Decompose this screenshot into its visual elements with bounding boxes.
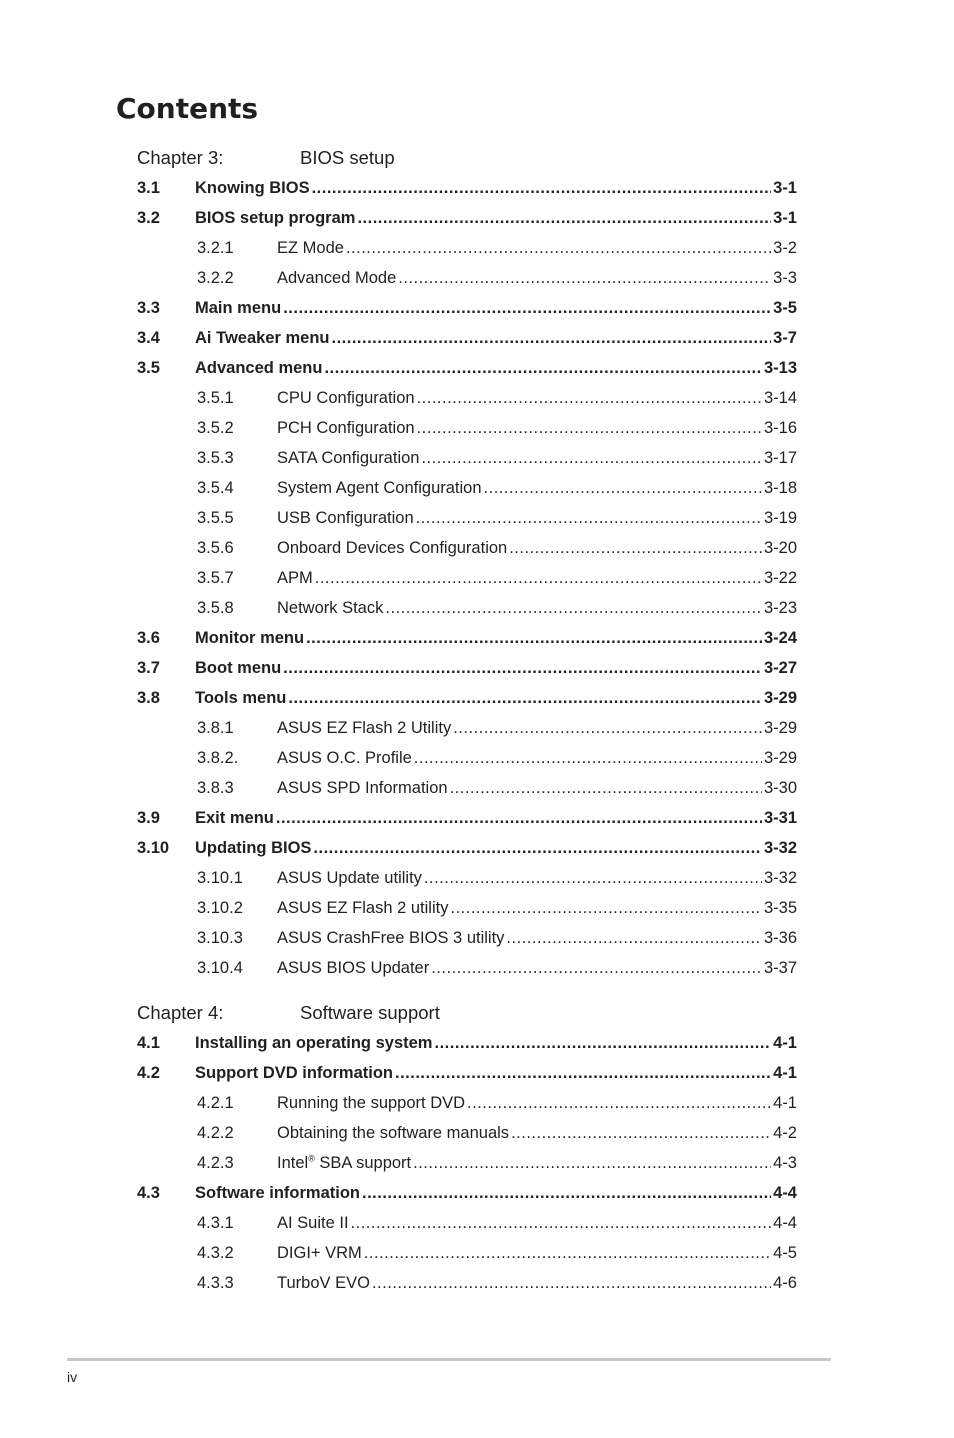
dot-leader — [324, 353, 762, 383]
entry-line — [277, 893, 797, 923]
section-number: 3.8.3 — [197, 779, 234, 797]
dot-leader — [276, 803, 762, 833]
section-title-wrap — [195, 1028, 432, 1058]
section-title: Exit menu — [195, 809, 274, 827]
section-title-wrap — [277, 773, 448, 803]
section-title: Onboard Devices Configuration — [277, 539, 508, 557]
dot-leader — [453, 713, 762, 743]
section-title-wrap — [277, 383, 415, 413]
dot-leader — [332, 323, 772, 353]
entry-line — [277, 593, 797, 623]
section-title: Tools menu — [195, 689, 287, 707]
toc-entry[interactable] — [137, 893, 797, 923]
entry-line — [195, 803, 797, 833]
section-title: Knowing BIOS — [195, 179, 310, 197]
page-number: 3-37 — [763, 959, 797, 977]
dot-leader — [417, 413, 762, 443]
toc-entry[interactable] — [137, 383, 797, 413]
section-title-wrap — [277, 923, 504, 953]
entry-line — [277, 383, 797, 413]
dot-leader — [467, 1088, 771, 1118]
entry-line — [195, 833, 797, 863]
toc-entry[interactable] — [137, 323, 797, 353]
entry-line — [277, 743, 797, 773]
page-number: 3-13 — [763, 359, 797, 377]
section-number: 4.3.1 — [197, 1214, 234, 1232]
toc-entry[interactable] — [137, 353, 797, 383]
section-title-wrap — [277, 1208, 349, 1238]
section-number: 3.10.1 — [197, 869, 243, 887]
section-title-wrap — [277, 893, 448, 923]
dot-leader — [372, 1268, 771, 1298]
entry-line — [277, 1208, 797, 1238]
section-number: 3.6 — [137, 629, 160, 647]
page-number: 3-16 — [763, 419, 797, 437]
toc-entry[interactable] — [137, 1268, 797, 1298]
section-title-wrap — [277, 473, 482, 503]
page-number: 4-6 — [773, 1274, 797, 1292]
section-title: ASUS EZ Flash 2 Utility — [277, 719, 452, 737]
entry-line — [195, 1178, 797, 1208]
section-title-wrap — [277, 263, 396, 293]
toc-entry[interactable] — [137, 293, 797, 323]
entry-line — [195, 293, 797, 323]
page-number: 3-20 — [763, 539, 797, 557]
section-number: 3.1 — [137, 179, 160, 197]
entry-line — [277, 413, 797, 443]
section-title: Obtaining the software manuals — [277, 1124, 510, 1142]
dot-leader — [450, 893, 761, 923]
section-title: Network Stack — [277, 599, 384, 617]
page-number: 3-36 — [763, 929, 797, 947]
entry-line — [277, 473, 797, 503]
chapter-name: Software support — [300, 1002, 440, 1023]
toc-entry[interactable] — [137, 833, 797, 863]
entry-line — [277, 863, 797, 893]
entry-line — [195, 173, 797, 203]
section-title-wrap — [195, 203, 355, 233]
page-number: 3-19 — [763, 509, 797, 527]
section-title-wrap — [277, 863, 422, 893]
page-number: 3-3 — [773, 269, 797, 287]
dot-leader — [484, 473, 762, 503]
dot-leader — [395, 1058, 771, 1088]
section-title: Installing an operating system — [195, 1034, 433, 1052]
entry-line — [277, 713, 797, 743]
section-title: ASUS EZ Flash 2 utility — [277, 899, 449, 917]
toc-entry[interactable] — [137, 773, 797, 803]
section-title-wrap — [195, 683, 286, 713]
section-number: 3.5.2 — [197, 419, 234, 437]
toc-entry[interactable] — [137, 1208, 797, 1238]
section-title: CPU Configuration — [277, 389, 415, 407]
chapter-heading — [137, 998, 797, 1028]
toc-entry[interactable] — [137, 173, 797, 203]
page-number: 4-5 — [773, 1244, 797, 1262]
section-number: 4.2.3 — [197, 1154, 234, 1172]
page-number: 3-1 — [773, 179, 797, 197]
entry-line — [277, 563, 797, 593]
section-title: ASUS CrashFree BIOS 3 utility — [277, 929, 505, 947]
dot-leader — [417, 383, 762, 413]
page-number: 3-2 — [773, 239, 797, 257]
toc-entry[interactable] — [137, 863, 797, 893]
entry-line — [277, 1088, 797, 1118]
dot-leader — [312, 173, 772, 203]
page-number: 4-4 — [773, 1184, 797, 1202]
page-number: 4-4 — [773, 1214, 797, 1232]
page-number: 3-27 — [763, 659, 797, 677]
toc-entry[interactable] — [137, 1088, 797, 1118]
dot-leader — [511, 1118, 771, 1148]
section-title: ASUS BIOS Updater — [277, 959, 430, 977]
section-number: 3.8.1 — [197, 719, 234, 737]
section-number: 3.5.4 — [197, 479, 234, 497]
section-number: 3.5.5 — [197, 509, 234, 527]
dot-leader — [357, 203, 771, 233]
entry-line — [195, 623, 797, 653]
section-title: Intel — [277, 1154, 309, 1172]
section-number: 4.3 — [137, 1184, 160, 1202]
section-title: Main menu — [195, 299, 282, 317]
dot-leader — [506, 923, 762, 953]
section-title: AI Suite II — [277, 1214, 349, 1232]
section-title-wrap — [195, 293, 281, 323]
dot-leader — [413, 1148, 771, 1178]
section-number: 4.3.3 — [197, 1274, 234, 1292]
entry-line — [195, 203, 797, 233]
chapter-heading — [137, 143, 797, 173]
toc-entry[interactable] — [137, 653, 797, 683]
page-number: 3-29 — [763, 749, 797, 767]
dot-leader — [364, 1238, 771, 1268]
page-number: 3-29 — [763, 719, 797, 737]
toc-list — [137, 1028, 797, 1298]
toc-entry[interactable] — [137, 593, 797, 623]
page-number: 3-1 — [773, 209, 797, 227]
toc-entry[interactable] — [137, 713, 797, 743]
toc-entry[interactable] — [137, 203, 797, 233]
section-number: 3.10 — [137, 839, 170, 857]
page-number: 4-2 — [773, 1124, 797, 1142]
section-title: SATA Configuration — [277, 449, 420, 467]
page-number: 4-1 — [773, 1094, 797, 1112]
section-title-wrap — [277, 1268, 370, 1298]
section-title: DIGI+ VRM — [277, 1244, 362, 1262]
footer-page-number: iv — [67, 1369, 78, 1385]
page-number: 3-32 — [763, 869, 797, 887]
entry-line — [277, 953, 797, 983]
section-title: PCH Configuration — [277, 419, 415, 437]
section-title-suffix: SBA support — [314, 1154, 412, 1172]
dot-leader — [346, 233, 771, 263]
dot-leader — [414, 743, 762, 773]
entry-line — [277, 1268, 797, 1298]
section-number: 3.5.6 — [197, 539, 234, 557]
toc-entry[interactable] — [137, 473, 797, 503]
page-number: 3-7 — [773, 329, 797, 347]
section-title: BIOS setup program — [195, 209, 356, 227]
dot-leader — [416, 503, 762, 533]
toc-entry[interactable] — [137, 683, 797, 713]
section-title: Software information — [195, 1184, 361, 1202]
section-title-wrap — [195, 323, 330, 353]
section-title-wrap — [277, 533, 507, 563]
section-title-wrap — [195, 353, 322, 383]
entry-line — [195, 1058, 797, 1088]
page-number: 3-35 — [763, 899, 797, 917]
dot-leader — [283, 293, 771, 323]
toc-entry[interactable] — [137, 743, 797, 773]
section-title-wrap — [277, 713, 451, 743]
toc-entry[interactable] — [137, 263, 797, 293]
section-number: 4.2.2 — [197, 1124, 234, 1142]
dot-leader — [362, 1178, 771, 1208]
section-title: Running the support DVD — [277, 1094, 466, 1112]
section-title: Monitor menu — [195, 629, 305, 647]
toc-entry[interactable] — [137, 413, 797, 443]
page-number: 3-24 — [763, 629, 797, 647]
section-number: 3.5.8 — [197, 599, 234, 617]
section-title: ASUS SPD Information — [277, 779, 448, 797]
section-title-wrap — [277, 503, 414, 533]
section-title: ASUS Update utility — [277, 869, 422, 887]
section-number: 3.10.3 — [197, 929, 243, 947]
entry-line — [277, 263, 797, 293]
section-number: 4.3.2 — [197, 1244, 234, 1262]
page-number: 3-17 — [763, 449, 797, 467]
section-title-wrap — [277, 593, 383, 623]
section-title: Support DVD information — [195, 1064, 393, 1082]
toc-entry[interactable] — [137, 623, 797, 653]
dot-leader — [385, 593, 762, 623]
section-title: APM — [277, 569, 313, 587]
section-title-wrap — [277, 1118, 509, 1148]
section-title-wrap — [195, 833, 311, 863]
section-title-wrap — [277, 563, 313, 593]
page-number: 4-1 — [773, 1034, 797, 1052]
entry-line — [277, 533, 797, 563]
page-number: 3-30 — [763, 779, 797, 797]
section-title-wrap — [195, 623, 304, 653]
section-number: 3.8 — [137, 689, 160, 707]
section-title-wrap — [277, 953, 429, 983]
dot-leader — [288, 683, 762, 713]
toc-entry[interactable] — [137, 1148, 797, 1178]
section-title-wrap — [277, 413, 415, 443]
section-number: 3.5.3 — [197, 449, 234, 467]
entry-line — [277, 773, 797, 803]
dot-leader — [450, 773, 762, 803]
section-title: EZ Mode — [277, 239, 344, 257]
section-number: 3.5.7 — [197, 569, 234, 587]
section-number: 3.2 — [137, 209, 160, 227]
toc-entry[interactable] — [137, 1118, 797, 1148]
section-title: ASUS O.C. Profile — [277, 749, 412, 767]
section-number: 3.3 — [137, 299, 160, 317]
section-title-wrap — [277, 1148, 411, 1178]
toc-entry[interactable] — [137, 953, 797, 983]
section-title-wrap — [195, 653, 281, 683]
page-number: 4-1 — [773, 1064, 797, 1082]
section-title: Ai Tweaker menu — [195, 329, 330, 347]
section-title: Advanced menu — [195, 359, 323, 377]
toc-entry[interactable] — [137, 1238, 797, 1268]
section-title-wrap — [195, 1058, 393, 1088]
chapter-name: BIOS setup — [300, 147, 395, 168]
entry-line — [195, 353, 797, 383]
chapter-number: Chapter 3: — [137, 147, 224, 168]
section-number: 3.5.1 — [197, 389, 234, 407]
page-number: 4-3 — [773, 1154, 797, 1172]
dot-leader — [315, 563, 762, 593]
section-title: TurboV EVO — [277, 1274, 370, 1292]
section-title-wrap — [277, 743, 412, 773]
dot-leader — [398, 263, 771, 293]
toc-entry[interactable] — [137, 443, 797, 473]
page-number: 3-5 — [773, 299, 797, 317]
toc-entry[interactable] — [137, 503, 797, 533]
section-number: 3.2.2 — [197, 269, 234, 287]
toc-entry[interactable] — [137, 1058, 797, 1088]
section-title: USB Configuration — [277, 509, 414, 527]
entry-line — [195, 1028, 797, 1058]
page-number: 3-23 — [763, 599, 797, 617]
section-number: 3.8.2. — [197, 749, 239, 767]
entry-line — [195, 653, 797, 683]
section-number: 3.9 — [137, 809, 160, 827]
entry-line — [277, 1238, 797, 1268]
dot-leader — [434, 1028, 771, 1058]
section-title: System Agent Configuration — [277, 479, 482, 497]
page-number: 3-18 — [763, 479, 797, 497]
dot-leader — [509, 533, 762, 563]
section-number: 3.10.2 — [197, 899, 243, 917]
dot-leader — [306, 623, 762, 653]
section-number: 4.2.1 — [197, 1094, 234, 1112]
section-title: Updating BIOS — [195, 839, 312, 857]
entry-line — [277, 1118, 797, 1148]
entry-line — [277, 923, 797, 953]
toc-entry[interactable] — [137, 1028, 797, 1058]
section-title-wrap — [277, 1088, 465, 1118]
entry-line — [195, 323, 797, 353]
toc-entry[interactable] — [137, 1178, 797, 1208]
section-number: 4.1 — [137, 1034, 160, 1052]
section-title: Boot menu — [195, 659, 282, 677]
entry-line — [277, 443, 797, 473]
section-number: 3.7 — [137, 659, 160, 677]
entry-line — [277, 1148, 797, 1178]
dot-leader — [421, 443, 762, 473]
section-title-wrap — [195, 1178, 360, 1208]
entry-line — [277, 233, 797, 263]
entry-line — [195, 683, 797, 713]
section-title-wrap — [195, 803, 274, 833]
section-title-wrap — [277, 233, 344, 263]
dot-leader — [313, 833, 762, 863]
registered-mark: ® — [308, 1153, 315, 1164]
section-number: 4.2 — [137, 1064, 160, 1082]
entry-line — [277, 503, 797, 533]
section-title-wrap — [195, 173, 310, 203]
toc-entry[interactable] — [137, 923, 797, 953]
section-number: 3.5 — [137, 359, 160, 377]
toc-entry[interactable] — [137, 563, 797, 593]
page-number: 3-29 — [763, 689, 797, 707]
toc-entry[interactable] — [137, 803, 797, 833]
section-title-wrap — [277, 443, 419, 473]
section-number: 3.2.1 — [197, 239, 234, 257]
page-number: 3-22 — [763, 569, 797, 587]
footer-divider — [67, 1358, 831, 1361]
dot-leader — [351, 1208, 772, 1238]
dot-leader — [283, 653, 762, 683]
toc-list — [137, 173, 797, 983]
section-title-wrap — [277, 1238, 362, 1268]
dot-leader — [431, 953, 762, 983]
dot-leader — [424, 863, 762, 893]
page-number: 3-32 — [763, 839, 797, 857]
toc-entry[interactable] — [137, 533, 797, 563]
page-number: 3-31 — [763, 809, 797, 827]
chapter-number: Chapter 4: — [137, 1002, 224, 1023]
toc-entry[interactable] — [137, 233, 797, 263]
page-number: 3-14 — [763, 389, 797, 407]
section-number: 3.10.4 — [197, 959, 243, 977]
page-title: Contents — [116, 92, 259, 125]
section-title: Advanced Mode — [277, 269, 397, 287]
section-number: 3.4 — [137, 329, 160, 347]
